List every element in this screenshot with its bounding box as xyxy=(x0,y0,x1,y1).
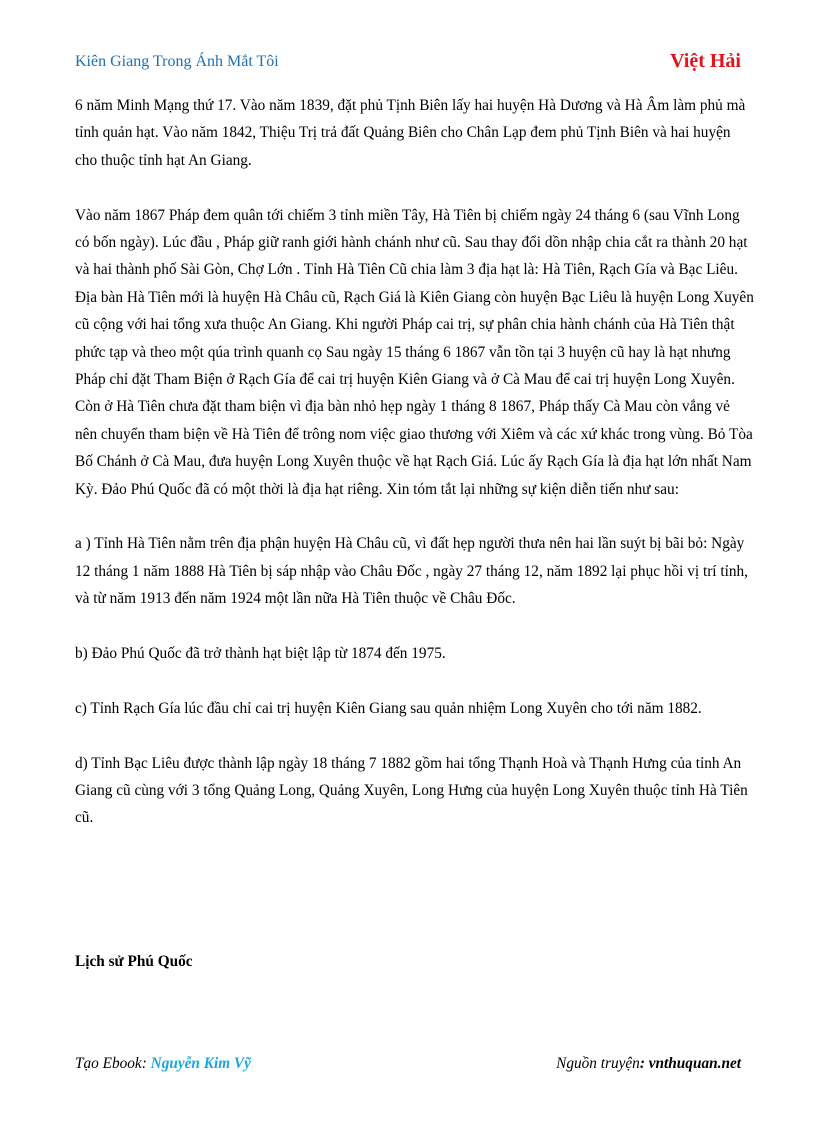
book-title: Kiên Giang Trong Ánh Mắt Tôi xyxy=(75,53,279,70)
page-header xyxy=(75,50,741,76)
body-paragraph: a ) Tỉnh Hà Tiên nằm trên địa phận huyện Hà Châu cũ, vì đất hẹp người thưa nên hai lần suýt bị bãi bỏ: Ngày 12 tháng 1 năm 1888 Hà Tiên bị sáp nhập vào Châu Đốc , ngày 27 tháng 12, năm 1892 lại phục hồi vị trí tỉnh, và từ năm 1913 đến năm 1924 một lần nữa Hà Tiên thuộc về Châu Đốc. xyxy=(75,535,748,608)
ebook-creator-name: Nguyễn Kim Vỹ xyxy=(150,1055,251,1072)
footer-ebook-label: Tạo Ebook xyxy=(75,1055,142,1072)
body-paragraph: c) Tỉnh Rạch Gía lúc đầu chỉ cai trị huyện Kiên Giang sau quản nhiệm Long Xuyên cho tới năm 1882. xyxy=(75,699,702,717)
body-paragraph: b) Đảo Phú Quốc đã trở thành hạt biệt lập từ 1874 đến 1975. xyxy=(75,645,446,663)
section-heading: Lịch sử Phú Quốc xyxy=(75,953,193,970)
body-paragraph: 6 năm Minh Mạng thứ 17. Vào năm 1839, đặt phủ Tịnh Biên lấy hai huyện Hà Dương và Hà Âm làm phủ mà tỉnh quản hạt. Vào năm 1842, Thiệu Trị trả đất Quảng Biên cho Chân Lạp đem phủ Tịnh Biên và hai huyện cho thuộc tỉnh hạt An Giang. xyxy=(75,97,746,169)
source-website: vnthuquan.net xyxy=(648,1055,741,1072)
footer-source-label: Nguồn truyện xyxy=(556,1055,640,1072)
footer-ebook-credit xyxy=(75,1055,251,1073)
body-paragraph: d) Tỉnh Bạc Liêu được thành lập ngày 18 tháng 7 1882 gồm hai tổng Thạnh Hoà và Thạnh Hưng của tỉnh An Giang cũ cùng với 3 tổng Quảng Long, Quảng Xuyên, Long Hưng của huyện Long Xuyên thuộc tỉnh Hà Tiên cũ. xyxy=(75,754,748,827)
page-body xyxy=(75,92,755,859)
body-paragraph: Vào năm 1867 Pháp đem quân tới chiếm 3 tỉnh miền Tây, Hà Tiên bị chiếm ngày 24 tháng 6 (sau Vĩnh Long có bốn ngày). Lúc đầu , Pháp giữ ranh giới hành chánh như cũ. Sau thay đổi dồn nhập chia cắt ra thành 20 hạt và hai thành phố Sài Gòn, Chợ Lớn . Tỉnh Hà Tiên Cũ chia làm 3 địa hạt là: Hà Tiên, Rạch Gía và Bạc Liêu. Địa bàn Hà Tiên mới là huyện Hà Châu cũ, Rạch Giá là Kiên Giang còn huyện Bạc Liêu là huyện Long Xuyên cũ cộng với hai tổng xưa thuộc An Giang. Khi người Pháp cai trị, sự phân chia hành chánh của Hà Tiên thật phức tạp và theo một qúa trình quanh cọ Sau ngày 15 tháng 6 1867 vẫn tồn tại 3 huyện cũ hay là hạt nhưng Pháp chỉ đặt Tham Biện ở Rạch Gía để cai trị huyện Kiên Giang và ở Cà Mau để cai trị huyện Long Xuyên. Còn ở Hà Tiên chưa đặt tham biện vì địa bàn nhỏ hẹp ngày 1 tháng 8 1867, Pháp thấy Cà Mau còn vắng vẻ nên chuyển tham biện về Hà Tiên để trông nom việc giao thương với Xiêm và các xứ khác trong vùng. Bỏ Tòa Bố Chánh ở Cà Mau, đưa huyện Long Xuyên thuộc về hạt Rạch Giá. Lúc ấy Rạch Gía là địa hạt lớn nhất Nam Kỳ. Đảo Phú Quốc đã có một thời là địa hạt riêng. Xin tóm tắt lại những sự kiện diễn tiến như sau: xyxy=(75,206,754,498)
footer-source-separator: : xyxy=(639,1055,649,1072)
footer-source-credit xyxy=(556,1055,741,1073)
footer-ebook-separator: : xyxy=(141,1055,151,1072)
author-name: Việt Hải xyxy=(670,50,741,72)
